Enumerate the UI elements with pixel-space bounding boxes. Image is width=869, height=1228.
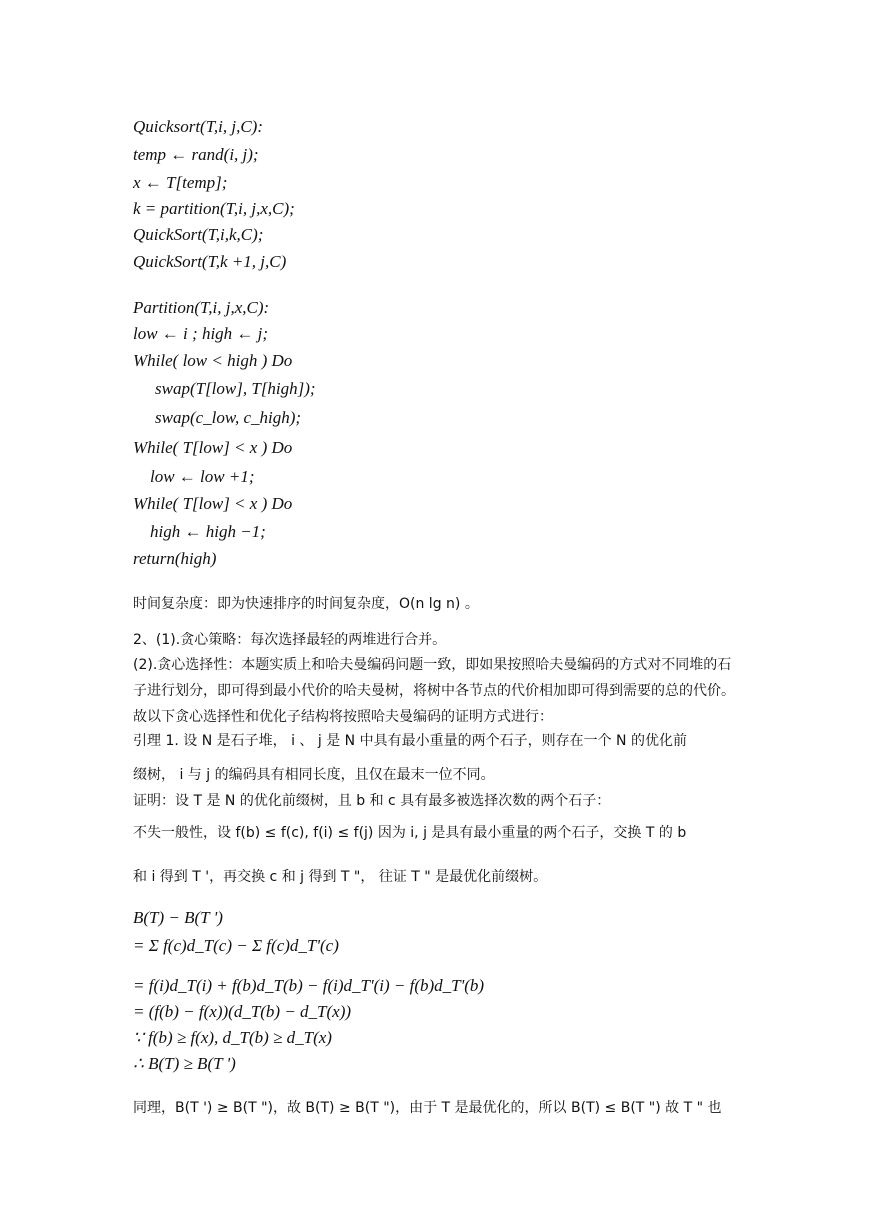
equation-line: ∴ B(T) ≥ B(T ') <box>133 1054 236 1073</box>
final-line: 同理，B(T ') ≥ B(T ")，故 B(T) ≥ B(T ")，由于 T 是最优化的，所以 B(T) ≤ B(T ") 故 T " 也 <box>133 1100 722 1116</box>
proof-line: 证明：设 T 是 N 的优化前缀树，且 b 和 c 具有最多被选择次数的两个石子： <box>133 793 611 809</box>
code-line: high ← high −1; <box>150 522 266 541</box>
code-line: swap(c_low, c_high); <box>155 408 302 427</box>
wlog-line: 不失一般性，设 f(b) ≤ f(c), f(i) ≤ f(j) 因为 i, j 是具有最小重量的两个石子，交换 T 的 b <box>133 825 687 841</box>
lemma-line: 缀树， i 与 j 的编码具有相同长度，且仅在最末一位不同。 <box>133 767 495 783</box>
equation-line: = Σ f(c)d_T(c) − Σ f(c)d_T'(c) <box>133 936 339 955</box>
greedy-choice-paragraph: (2).贪心选择性：本题实质上和哈夫曼编码问题一致，即如果按照哈夫曼编码的方式对不同堆的石子进行划分，即可得到最小代价的哈夫曼树，将树中各节点的代价相加即可得到需要的总的代价。故以下贪心选择性和优化子结构将按照哈夫曼编码的证明方式进行： <box>133 657 735 725</box>
greedy-strategy-paragraph: 2、(1).贪心策略：每次选择最轻的两堆进行合并。 <box>133 632 447 648</box>
code-line: x ← T[temp]; <box>133 173 228 192</box>
complexity-line: 时间复杂度：即为快速排序的时间复杂度，O(n lg n) 。 <box>133 596 479 612</box>
equation-line: = f(i)d_T(i) + f(b)d_T(b) − f(i)d_T'(i) − f(b)d_T'(b) <box>133 976 485 995</box>
code-line: QuickSort(T,i,k,C); <box>133 225 264 244</box>
code-line: QuickSort(T,k +1, j,C) <box>133 252 287 271</box>
code-line: While( T[low] < x ) Do <box>133 438 293 457</box>
code-line: k = partition(T,i, j,x,C); <box>133 199 295 218</box>
code-line: temp ← rand(i, j); <box>133 145 259 164</box>
code-line: low ← i ; high ← j; <box>133 324 269 343</box>
code-line: While( T[low] < x ) Do <box>133 494 293 513</box>
code-line: low ← low +1; <box>150 467 255 486</box>
code-line: Partition(T,i, j,x,C): <box>133 298 270 317</box>
swap-line: 和 i 得到 T '，再交换 c 和 j 得到 T "， 往证 T " 是最优化前缀树。 <box>133 869 548 885</box>
equation-line: B(T) − B(T ') <box>133 908 223 927</box>
lemma-line: 引理 1. 设 N 是石子堆， i 、 j 是 N 中具有最小重量的两个石子，则存在一个 N 的优化前 <box>133 733 687 749</box>
equation-line: = (f(b) − f(x))(d_T(b) − d_T(x)) <box>133 1002 352 1021</box>
code-line: Quicksort(T,i, j,C): <box>133 117 264 136</box>
equation-line: ∵ f(b) ≥ f(x), d_T(b) ≥ d_T(x) <box>133 1028 332 1047</box>
code-line: swap(T[low], T[high]); <box>155 379 316 398</box>
code-line: While( low < high ) Do <box>133 351 293 370</box>
code-line: return(high) <box>133 549 217 568</box>
